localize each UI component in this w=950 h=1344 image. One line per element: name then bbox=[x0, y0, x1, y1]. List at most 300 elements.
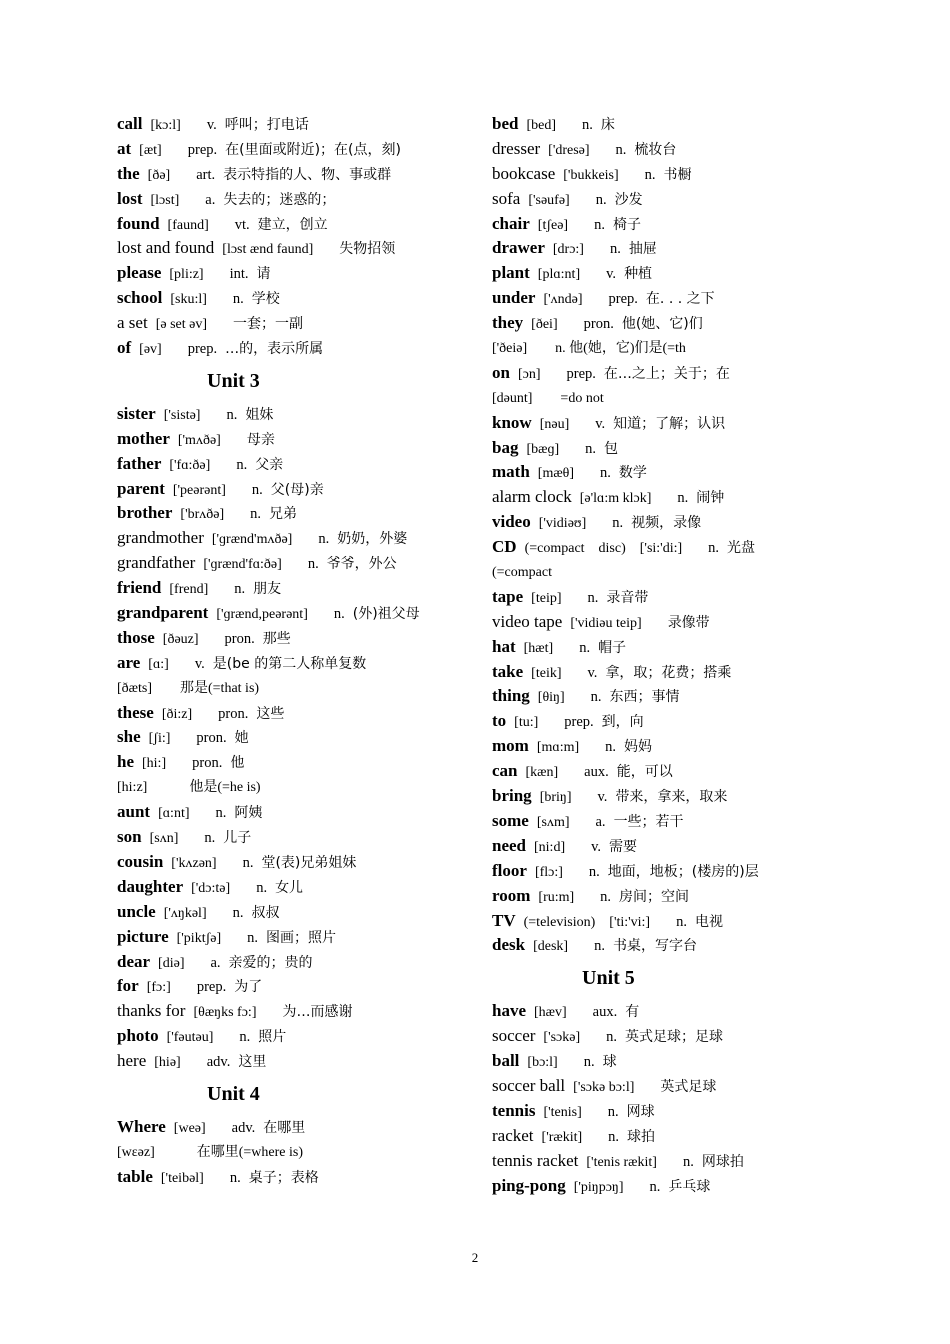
vocab-part-of-speech: n. bbox=[676, 913, 687, 930]
vocab-word: hat bbox=[492, 636, 516, 656]
vocab-phonetic: (=television) ['ti:'vi:] bbox=[523, 914, 651, 930]
unit-heading: Unit 3 bbox=[207, 369, 260, 392]
vocab-phonetic: [θiŋ] bbox=[537, 690, 565, 706]
vocab-word: math bbox=[492, 462, 530, 482]
vocab-entry bbox=[492, 311, 852, 336]
vocab-word: call bbox=[117, 114, 143, 133]
vocab-meaning: 到，向 bbox=[601, 714, 644, 731]
vocab-phonetic: ['mʌðə] bbox=[177, 432, 221, 448]
vocab-part-of-speech: pron. bbox=[224, 630, 255, 647]
vocab-entry bbox=[492, 1074, 852, 1099]
vocab-part-of-speech: v. bbox=[606, 266, 617, 283]
vocab-entry bbox=[117, 900, 467, 925]
vocab-phonetic: [bed] bbox=[526, 118, 557, 133]
vocab-phonetic: ['ɡrænd'mʌðə] bbox=[211, 532, 293, 548]
vocab-entry bbox=[492, 510, 852, 535]
vocab-part-of-speech: n. bbox=[607, 1103, 619, 1120]
vocab-phonetic: [briŋ] bbox=[539, 790, 572, 806]
vocab-word: tennis racket bbox=[492, 1150, 579, 1170]
vocab-phonetic: [faund] bbox=[167, 217, 209, 233]
vocab-phonetic: [hæt] bbox=[523, 640, 554, 656]
continuation-text: [wεəz] 在哪里(=where is) bbox=[117, 1144, 303, 1160]
vocab-phonetic: [fɔ:] bbox=[146, 980, 171, 996]
vocab-part-of-speech: n. bbox=[590, 689, 602, 706]
vocab-meaning: 球拍 bbox=[627, 1128, 656, 1145]
vocab-part-of-speech: pron. bbox=[583, 316, 614, 333]
vocab-meaning: 椅子 bbox=[612, 216, 641, 233]
vocab-meaning: 东西；事情 bbox=[609, 689, 680, 706]
page-number: 2 bbox=[471, 1250, 479, 1265]
vocab-phonetic: ['bukkeis] bbox=[563, 167, 619, 183]
vocab-meaning: 录音带 bbox=[606, 589, 649, 606]
vocab-meaning: 乒乓球 bbox=[668, 1178, 711, 1195]
vocab-meaning: 英式足球 bbox=[660, 1078, 717, 1095]
vocab-part-of-speech: adv. bbox=[231, 1119, 256, 1136]
vocab-word: ball bbox=[492, 1051, 520, 1071]
vocab-word: at bbox=[117, 138, 132, 158]
vocab-part-of-speech: n. bbox=[226, 406, 238, 423]
vocab-part-of-speech: n. bbox=[587, 589, 599, 606]
vocab-entry bbox=[117, 875, 467, 900]
left-column bbox=[117, 112, 467, 1190]
vocab-word: tape bbox=[492, 586, 524, 606]
vocab-phonetic: ['peərənt] bbox=[172, 482, 226, 498]
vocab-meaning: 书橱 bbox=[663, 166, 692, 183]
vocab-phonetic: ['dɔ:tə] bbox=[191, 880, 231, 896]
vocab-phonetic: [teip] bbox=[531, 590, 562, 606]
vocab-word: mother bbox=[117, 428, 170, 448]
vocab-meaning: 姐妹 bbox=[245, 406, 274, 423]
vocab-word: found bbox=[117, 213, 160, 233]
vocab-part-of-speech: n. bbox=[256, 879, 268, 896]
continuation-text: [hi:z] 他是(=he is) bbox=[117, 780, 261, 796]
vocab-entry bbox=[492, 1174, 852, 1199]
vocab-phonetic: ['teibəl] bbox=[160, 1170, 204, 1186]
vocab-word: the bbox=[117, 163, 140, 183]
vocab-word: grandmother bbox=[117, 528, 204, 548]
vocab-word: under bbox=[492, 288, 536, 308]
vocab-entry bbox=[492, 1149, 852, 1174]
vocab-meaning: 书桌，写字台 bbox=[612, 938, 697, 955]
vocab-entry bbox=[117, 187, 467, 212]
vocab-meaning: 在. . . 之下 bbox=[645, 291, 715, 308]
vocab-entry bbox=[117, 336, 467, 361]
continuation-line bbox=[492, 386, 852, 411]
vocab-word: tennis bbox=[492, 1100, 536, 1120]
vocab-word: she bbox=[117, 727, 141, 747]
vocab-phonetic: ['vidiəʊ] bbox=[538, 516, 587, 532]
vocab-meaning: 抽屉 bbox=[628, 241, 657, 258]
vocab-entry bbox=[492, 436, 852, 461]
vocab-part-of-speech: int. bbox=[229, 266, 249, 283]
vocab-entry bbox=[492, 212, 852, 237]
vocab-phonetic: ['sistə] bbox=[163, 407, 201, 423]
vocab-word: grandparent bbox=[117, 603, 209, 623]
vocab-phonetic: [ʃi:] bbox=[148, 731, 171, 747]
vocab-phonetic: ['tenis rækit] bbox=[586, 1154, 657, 1170]
vocab-part-of-speech: n. bbox=[307, 556, 319, 573]
vocab-meaning: 呼叫；打电话 bbox=[224, 117, 309, 133]
vocab-phonetic: ['vidiəu teip] bbox=[570, 615, 642, 631]
vocab-meaning: 数学 bbox=[618, 465, 647, 482]
vocab-meaning: 亲爱的；贵的 bbox=[228, 954, 313, 971]
vocab-part-of-speech: n. bbox=[232, 904, 244, 921]
vocab-phonetic: [desk] bbox=[533, 939, 569, 955]
vocab-meaning: 需要 bbox=[609, 838, 638, 855]
vocab-word: ping-pong bbox=[492, 1175, 566, 1195]
vocab-entry bbox=[492, 999, 852, 1024]
vocab-word: some bbox=[492, 810, 529, 830]
vocab-meaning: 她 bbox=[234, 730, 249, 747]
vocab-part-of-speech: a. bbox=[595, 813, 606, 830]
vocab-phonetic: [ɑ:nt] bbox=[158, 806, 190, 822]
vocab-part-of-speech: v. bbox=[597, 789, 608, 806]
vocab-phonetic: [æt] bbox=[139, 142, 162, 158]
vocab-meaning: 那些 bbox=[262, 630, 291, 647]
vocab-word: these bbox=[117, 702, 154, 722]
vocab-phonetic: ['fəutəu] bbox=[166, 1030, 214, 1046]
vocab-word: know bbox=[492, 412, 532, 432]
vocab-meaning: 知道；了解；认识 bbox=[613, 415, 726, 432]
vocab-meaning: 父(母)亲 bbox=[270, 481, 324, 498]
vocab-phonetic: [əv] bbox=[139, 342, 162, 358]
vocab-meaning: 他 bbox=[230, 755, 245, 772]
vocab-part-of-speech: n. bbox=[247, 929, 259, 946]
vocab-entry bbox=[492, 411, 852, 436]
vocab-phonetic: ['tenis] bbox=[543, 1104, 582, 1120]
vocab-meaning: 爷爷，外公 bbox=[326, 556, 397, 573]
continuation-line bbox=[117, 775, 467, 800]
vocab-word: they bbox=[492, 313, 524, 333]
vocab-entry bbox=[492, 660, 852, 685]
vocab-part-of-speech: art. bbox=[196, 166, 216, 183]
vocab-meaning: 闹钟 bbox=[696, 490, 725, 507]
vocab-word: of bbox=[117, 338, 132, 358]
vocab-entry bbox=[492, 361, 852, 386]
vocab-entry bbox=[492, 809, 852, 834]
vocab-meaning: …的，表示所属 bbox=[225, 341, 324, 358]
vocab-part-of-speech: n. bbox=[582, 117, 593, 133]
vocab-meaning: 桌子；表格 bbox=[248, 1169, 319, 1186]
vocab-phonetic: [lɔst] bbox=[150, 192, 180, 208]
vocab-word: racket bbox=[492, 1125, 534, 1145]
vocab-part-of-speech: v. bbox=[587, 664, 598, 681]
vocab-part-of-speech: prep. bbox=[187, 141, 218, 158]
vocab-entry bbox=[492, 1024, 852, 1049]
vocab-meaning: 视频，录像 bbox=[631, 515, 702, 532]
vocab-word: to bbox=[492, 711, 507, 731]
vocab-entry bbox=[117, 236, 467, 261]
vocab-entry bbox=[117, 477, 467, 502]
vocab-part-of-speech: n. bbox=[239, 1029, 251, 1046]
vocab-entry bbox=[492, 286, 852, 311]
vocab-word: are bbox=[117, 652, 141, 672]
vocab-phonetic: ['fɑ:ðə] bbox=[169, 457, 211, 473]
vocab-entry bbox=[492, 834, 852, 859]
vocab-entry bbox=[492, 859, 852, 884]
vocab-entry bbox=[117, 1049, 467, 1074]
vocab-phonetic: ['sɔkə] bbox=[543, 1030, 581, 1046]
vocab-meaning: 电视 bbox=[694, 913, 723, 930]
vocab-entry bbox=[492, 684, 852, 709]
vocab-phonetic: [plɑ:nt] bbox=[537, 267, 581, 283]
vocab-meaning: 录像带 bbox=[667, 614, 710, 631]
vocab-part-of-speech: n. bbox=[605, 739, 617, 756]
vocab-phonetic: ['ʌŋkəl] bbox=[163, 905, 207, 921]
vocab-entry bbox=[492, 784, 852, 809]
vocab-meaning: 光盘 bbox=[727, 540, 756, 557]
vocab-part-of-speech: a. bbox=[205, 191, 216, 208]
vocab-word: video bbox=[492, 512, 531, 532]
vocab-meaning: 包 bbox=[604, 440, 619, 457]
vocab-entry bbox=[492, 236, 852, 261]
vocab-word: uncle bbox=[117, 901, 156, 921]
vocab-part-of-speech: prep. bbox=[187, 341, 218, 358]
vocab-meaning: 沙发 bbox=[614, 191, 643, 208]
vocab-part-of-speech: n. bbox=[644, 166, 656, 183]
vocab-part-of-speech: prep. bbox=[196, 979, 227, 996]
vocab-part-of-speech: n. bbox=[250, 506, 262, 523]
vocab-meaning: 帽子 bbox=[598, 639, 627, 656]
vocab-meaning: 儿子 bbox=[223, 830, 252, 847]
vocab-part-of-speech: v. bbox=[206, 117, 217, 133]
vocab-phonetic: [ru:m] bbox=[538, 889, 575, 905]
vocab-part-of-speech: n. bbox=[600, 465, 611, 482]
vocab-part-of-speech: n. bbox=[234, 581, 246, 598]
vocab-word: dresser bbox=[492, 138, 541, 158]
vocab-part-of-speech: n. bbox=[600, 888, 612, 905]
vocab-meaning: 梳妆台 bbox=[634, 141, 677, 158]
right-column bbox=[492, 112, 852, 1198]
vocab-word: aunt bbox=[117, 802, 151, 822]
vocab-part-of-speech: v. bbox=[194, 655, 205, 672]
vocab-word: alarm clock bbox=[492, 487, 572, 507]
vocab-part-of-speech: n. bbox=[333, 606, 345, 623]
vocab-entry bbox=[492, 610, 852, 635]
vocab-phonetic: ['ʌndə] bbox=[543, 292, 583, 308]
vocab-part-of-speech: v. bbox=[595, 415, 606, 432]
vocab-phonetic: ['ɡrænd,peərənt] bbox=[216, 607, 308, 623]
vocab-word: sofa bbox=[492, 188, 521, 208]
vocab-phonetic: [hiə] bbox=[154, 1055, 181, 1071]
vocab-entry bbox=[117, 452, 467, 477]
vocab-part-of-speech: vt. bbox=[234, 216, 250, 233]
vocab-meaning: 有 bbox=[625, 1004, 640, 1021]
vocab-meaning: 在哪里 bbox=[263, 1119, 306, 1136]
continuation-line bbox=[492, 560, 852, 585]
vocab-part-of-speech: n. bbox=[579, 639, 591, 656]
vocab-entry bbox=[117, 1115, 467, 1140]
vocab-part-of-speech: adv. bbox=[206, 1054, 231, 1071]
vocab-entry bbox=[492, 485, 852, 510]
vocab-part-of-speech: n. bbox=[251, 481, 263, 498]
vocab-word: please bbox=[117, 263, 162, 283]
vocab-meaning: 能，可以 bbox=[616, 764, 673, 781]
vocab-entry bbox=[492, 933, 852, 958]
vocab-phonetic: [hæv] bbox=[534, 1005, 567, 1021]
unit-heading: Unit 5 bbox=[582, 967, 635, 990]
vocab-phonetic: [ə'lɑ:m klɔk] bbox=[579, 491, 652, 507]
vocab-word: soccer ball bbox=[492, 1075, 566, 1095]
vocab-meaning: 床 bbox=[600, 117, 615, 133]
vocab-phonetic: [pli:z] bbox=[169, 267, 204, 283]
vocab-word: bring bbox=[492, 786, 532, 806]
vocab-entry bbox=[492, 535, 852, 560]
vocab-entry bbox=[117, 999, 467, 1024]
vocab-meaning: 图画；照片 bbox=[266, 929, 337, 946]
vocab-entry bbox=[117, 112, 467, 137]
vocab-entry bbox=[117, 725, 467, 750]
vocab-meaning: 叔叔 bbox=[251, 904, 280, 921]
vocab-part-of-speech: a. bbox=[210, 954, 221, 971]
vocab-meaning: 球 bbox=[602, 1054, 617, 1071]
vocab-part-of-speech: n. bbox=[318, 531, 330, 548]
continuation-text: ['ðeiə] n. 他(她，它)们是(=th bbox=[492, 341, 686, 357]
vocab-phonetic: [ni:d] bbox=[534, 839, 566, 855]
vocab-meaning: 失去的；迷惑的； bbox=[223, 191, 336, 208]
vocab-part-of-speech: n. bbox=[649, 1178, 661, 1195]
vocab-meaning: 为…而感谢 bbox=[282, 1004, 353, 1021]
vocab-part-of-speech: aux. bbox=[592, 1004, 618, 1021]
vocab-meaning: 网球 bbox=[626, 1103, 655, 1120]
vocab-meaning: 拿，取；花费；搭乘 bbox=[605, 664, 732, 681]
vocab-part-of-speech: n. bbox=[588, 863, 600, 880]
vocab-part-of-speech: n. bbox=[204, 830, 216, 847]
vocab-word: CD bbox=[492, 537, 517, 557]
vocab-word: here bbox=[117, 1051, 147, 1071]
vocab-entry bbox=[492, 112, 852, 137]
vocab-word: picture bbox=[117, 926, 169, 946]
vocab-word: a set bbox=[117, 313, 148, 333]
vocab-phonetic: [θæŋks fɔ:] bbox=[193, 1005, 257, 1021]
vocab-phonetic: [sʌn] bbox=[149, 831, 179, 847]
vocab-meaning: 建立，创立 bbox=[257, 216, 328, 233]
vocab-word: bag bbox=[492, 437, 519, 457]
vocab-phonetic: [sʌm] bbox=[536, 814, 570, 830]
vocab-word: video tape bbox=[492, 611, 563, 631]
vocab-entry bbox=[117, 402, 467, 427]
vocab-phonetic: [kɔ:l] bbox=[150, 118, 181, 133]
vocab-entry bbox=[117, 626, 467, 651]
vocab-entry bbox=[117, 701, 467, 726]
vocab-part-of-speech: n. bbox=[585, 440, 597, 457]
vocab-phonetic: ['rækit] bbox=[541, 1129, 583, 1145]
vocab-phonetic: [flɔ:] bbox=[534, 864, 563, 880]
vocab-word: mom bbox=[492, 736, 529, 756]
vocab-entry bbox=[117, 1024, 467, 1049]
vocab-phonetic: (=compact disc) ['si:'di:] bbox=[524, 541, 683, 557]
vocab-part-of-speech: n. bbox=[606, 1029, 618, 1046]
vocab-part-of-speech: aux. bbox=[584, 764, 609, 781]
continuation-text: (=compact bbox=[492, 565, 552, 581]
vocab-part-of-speech: n. bbox=[595, 191, 607, 208]
vocab-word: friend bbox=[117, 578, 162, 598]
vocab-word: bookcase bbox=[492, 163, 556, 183]
vocab-word: on bbox=[492, 362, 510, 382]
vocab-meaning: 是(be 的第二人称单复数 bbox=[212, 655, 367, 672]
vocab-meaning: 一些；若干 bbox=[613, 813, 684, 830]
vocab-word: for bbox=[117, 976, 139, 996]
vocab-entry bbox=[117, 925, 467, 950]
vocab-phonetic: [ðə] bbox=[147, 167, 171, 183]
vocab-phonetic: [ɑ:] bbox=[148, 656, 169, 672]
vocab-phonetic: ['piktʃə] bbox=[176, 930, 222, 946]
vocab-phonetic: [hi:] bbox=[142, 756, 167, 772]
vocab-meaning: 房间；空间 bbox=[619, 888, 690, 905]
vocab-part-of-speech: pron. bbox=[192, 755, 223, 772]
vocab-entry bbox=[117, 526, 467, 551]
vocab-entry bbox=[492, 585, 852, 610]
vocab-part-of-speech: n. bbox=[609, 241, 621, 258]
vocab-word: son bbox=[117, 827, 142, 847]
vocab-word: cousin bbox=[117, 851, 164, 871]
vocab-part-of-speech: pron. bbox=[218, 705, 249, 722]
vocab-word: lost bbox=[117, 188, 143, 208]
vocab-phonetic: [ði:z] bbox=[161, 706, 193, 722]
vocab-entry bbox=[492, 162, 852, 187]
vocab-phonetic: [weə] bbox=[173, 1120, 206, 1136]
vocab-entry bbox=[117, 825, 467, 850]
vocab-entry bbox=[117, 551, 467, 576]
vocab-word: drawer bbox=[492, 238, 545, 258]
vocab-meaning: 网球拍 bbox=[701, 1153, 744, 1170]
vocab-meaning: 父亲 bbox=[255, 456, 284, 473]
vocab-phonetic: [sku:l] bbox=[170, 292, 207, 308]
vocab-entry bbox=[492, 1049, 852, 1074]
vocab-entry bbox=[117, 286, 467, 311]
vocab-phonetic: [bæɡ] bbox=[526, 441, 560, 457]
vocab-word: table bbox=[117, 1166, 153, 1186]
vocab-entry bbox=[117, 212, 467, 237]
vocab-phonetic: [nəu] bbox=[539, 416, 570, 432]
vocab-word: bed bbox=[492, 114, 519, 133]
vocab-word: soccer bbox=[492, 1026, 536, 1046]
vocab-entry bbox=[492, 709, 852, 734]
vocab-part-of-speech: v. bbox=[591, 838, 602, 855]
vocab-phonetic: [ðei] bbox=[531, 317, 558, 333]
vocab-part-of-speech: n. bbox=[708, 540, 720, 557]
vocab-word: school bbox=[117, 288, 163, 308]
vocab-entry bbox=[117, 974, 467, 999]
vocab-meaning: 奶奶，外婆 bbox=[337, 531, 408, 548]
vocab-entry bbox=[117, 137, 467, 162]
vocab-phonetic: ['sɔkə bɔ:l] bbox=[573, 1079, 635, 1095]
vocab-meaning: 这里 bbox=[238, 1054, 267, 1071]
vocab-word: chair bbox=[492, 213, 530, 233]
vocab-phonetic: ['dresə] bbox=[548, 142, 590, 158]
vocab-meaning: 为了 bbox=[234, 979, 263, 996]
vocab-entry bbox=[492, 759, 852, 784]
vocab-phonetic: [lɔst ænd faund] bbox=[222, 242, 314, 258]
vocab-entry bbox=[117, 800, 467, 825]
vocab-entry bbox=[117, 750, 467, 775]
vocab-part-of-speech: n. bbox=[677, 490, 689, 507]
vocab-meaning: 在…之上；关于；在 bbox=[603, 365, 730, 382]
vocab-part-of-speech: n. bbox=[594, 938, 605, 955]
vocab-entry bbox=[117, 651, 467, 676]
vocab-phonetic: [tu:] bbox=[514, 715, 539, 731]
vocab-entry bbox=[492, 261, 852, 286]
vocab-phonetic: ['səufə] bbox=[528, 192, 570, 208]
vocab-part-of-speech: n. bbox=[594, 216, 605, 233]
vocab-phonetic: [ə set əv] bbox=[155, 317, 207, 333]
vocab-word: Where bbox=[117, 1116, 166, 1136]
continuation-text: [ðæts] 那是(=that is) bbox=[117, 680, 260, 696]
vocab-word: TV bbox=[492, 910, 516, 930]
vocab-word: can bbox=[492, 761, 518, 781]
vocab-word: those bbox=[117, 627, 155, 647]
vocab-part-of-speech: n. bbox=[608, 1128, 620, 1145]
